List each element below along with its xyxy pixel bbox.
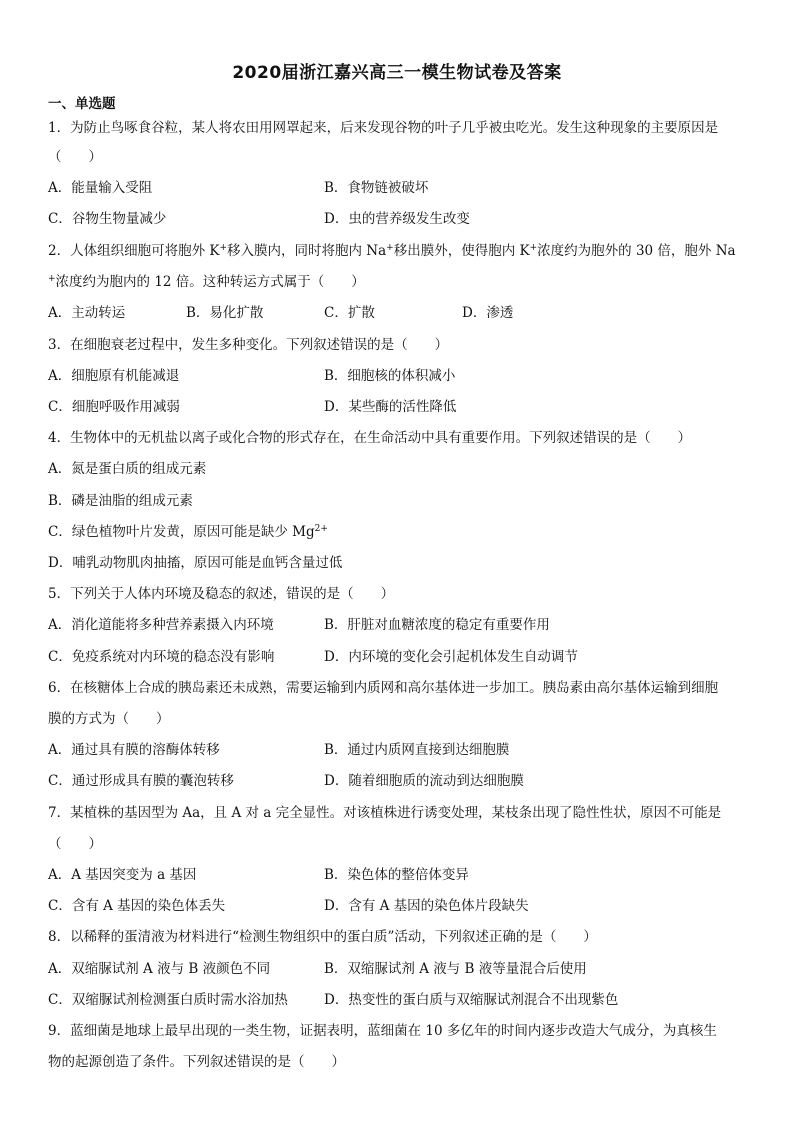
question-8-text: 8．以稀释的蛋清液为材料进行“检测生物组织中的蛋白质”活动，下列叙述正确的是（ ） [48,929,597,945]
question-7-text: 7．某植株的基因型为 Aa，且 A 对 a 完全显性。对该植株进行诱变处理，某枝条出现了隐性性状，原因不可能是 [48,805,722,821]
q2-sup-4: + [48,274,56,284]
q7-option-b: B．染色体的整倍体变异 [324,867,469,883]
q3-option-b: B．细胞核的体积减小 [324,368,456,384]
question-4-text: 4．生物体中的无机盐以离子或化合物的形式存在，在生命活动中具有重要作用。下列叙述错误的是（ ） [48,430,692,446]
question-1-text: 1．为防止鸟啄食谷粒，某人将农田用网罩起来，后来发现谷物的叶子几乎被虫吃光。发生这种现象的主要原因是 [48,120,719,136]
q2-text-part-2: 移入膜内，同时将胞内 Na [227,243,387,259]
section-heading: 一、单选题 [48,96,116,112]
q1-option-a: A．能量输入受阻 [48,180,153,196]
q2-option-c: C．扩散 [324,305,375,321]
q5-option-b: B．肝脏对血糖浓度的稳定有重要作用 [324,617,550,633]
q3-option-d: D．某些酶的活性降低 [324,399,457,415]
q4-option-c-sup: 2+ [314,524,328,534]
q1-option-b: B．食物链被破坏 [324,180,429,196]
q4-option-a: A．氮是蛋白质的组成元素 [48,461,207,477]
q6-option-c: C．通过形成具有膜的囊泡转移 [48,773,234,789]
q2-text-part-3: 移出膜外，使得胞内 K [393,243,530,259]
q5-option-d: D．内环境的变化会引起机体发生自动调节 [324,649,578,665]
question-9-text: 9．蓝细菌是地球上最早出现的一类生物，证据表明，蓝细菌在 10 多亿年的时间内逐步改造大气成分，为真核生 [48,1023,717,1039]
q4-option-c [48,522,328,542]
question-5-text: 5．下列关于人体内环境及稳态的叙述，错误的是（ ） [48,586,395,602]
page-title: 2020届浙江嘉兴高三一模生物试卷及答案 [232,63,562,83]
question-2-text-cont [48,272,365,292]
q1-option-d: D．虫的营养级发生改变 [324,211,470,227]
q4-option-c-text: C．绿色植物叶片发黄，原因可能是缺少 Mg [48,524,315,540]
q2-sup-2: + [386,243,394,253]
q6-option-d: D．随着细胞质的流动到达细胞膜 [324,773,524,789]
q8-option-c: C．双缩脲试剂检测蛋白质时需水浴加热 [48,992,288,1008]
question-6-text: 6．在核糖体上合成的胰岛素还未成熟，需要运输到内质网和高尔基体进一步加工。胰岛素由高尔基体运输到细胞 [48,680,719,696]
q8-option-d: D．热变性的蛋白质与双缩脲试剂混合不出现紫色 [324,992,619,1008]
question-2-text [48,241,736,261]
q6-option-a: A．通过具有膜的溶酶体转移 [48,742,220,758]
q3-option-c: C．细胞呼吸作用减弱 [48,399,180,415]
q4-option-d: D．哺乳动物肌肉抽搐，原因可能是血钙含量过低 [48,555,343,571]
q2-sup-3: + [529,243,538,253]
question-9-text-cont: 物的起源创造了条件。下列叙述错误的是（ ） [48,1054,345,1070]
question-1-paren: （ ） [48,149,102,165]
q2-text-part-1: 2．人体组织细胞可将胞外 K [48,243,220,259]
q5-option-c: C．免疫系统对内环境的稳态没有影响 [48,649,275,665]
question-6-text-cont: 膜的方式为（ ） [48,711,170,727]
q2-option-a: A．主动转运 [48,305,126,321]
q2-option-d: D．渗透 [462,305,514,321]
q1-option-c: C．谷物生物量减少 [48,211,167,227]
q2-option-b: B．易化扩散 [186,305,264,321]
q8-option-b: B．双缩脲试剂 A 液与 B 液等量混合后使用 [324,961,587,977]
q2-text-part-4: 浓度约为胞外的 30 倍，胞外 Na [537,243,736,259]
q7-option-c: C．含有 A 基因的染色体丢失 [48,898,226,914]
q4-option-b: B．磷是油脂的组成元素 [48,493,193,509]
q2-sup-1: + [219,243,228,253]
q8-option-a: A．双缩脲试剂 A 液与 B 液颜色不同 [48,961,271,977]
question-3-text: 3．在细胞衰老过程中，发生多种变化。下列叙述错误的是（ ） [48,337,449,353]
q5-option-a: A．消化道能将多种营养素摄入内环境 [48,617,274,633]
q3-option-a: A．细胞原有机能减退 [48,368,180,384]
question-7-paren: （ ） [48,836,102,852]
q7-option-d: D．含有 A 基因的染色体片段缺失 [324,898,529,914]
q6-option-b: B．通过内质网直接到达细胞膜 [324,742,510,758]
q7-option-a: A．A 基因突变为 a 基因 [48,867,197,883]
q2-text-part-5: 浓度约为胞内的 12 倍。这种转运方式属于（ ） [55,274,365,290]
